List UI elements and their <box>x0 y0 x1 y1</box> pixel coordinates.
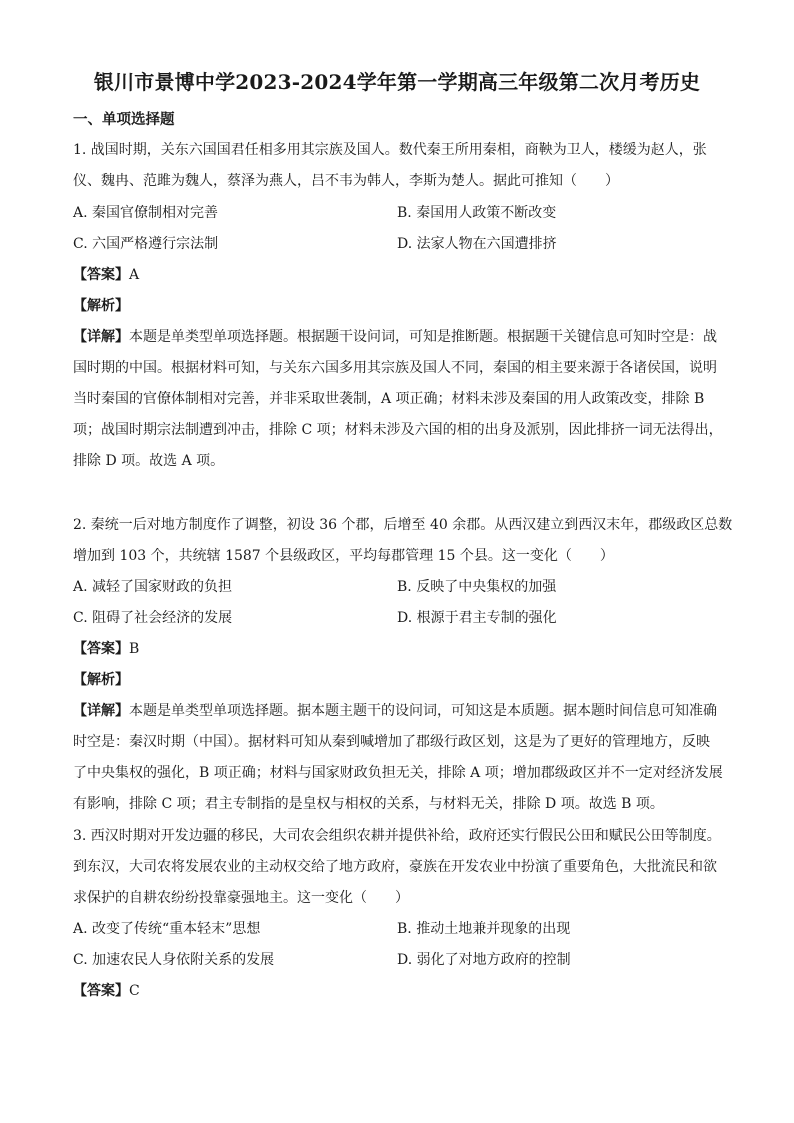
analysis-label: 【解析】 <box>73 672 129 688</box>
q2-detail-line: 时空是：秦汉时期（中国）。据材料可知从秦到喊增加了郡级行政区划，这是为了更好的管理地方，反映 <box>73 734 710 750</box>
q1-stem-line: 仪、魏冉、范雎为魏人，蔡泽为燕人，吕不韦为韩人，李斯为楚人。据此可推知（ ） <box>73 173 619 189</box>
q2-detail-line: 了中央集权的强化，B 项正确；材料与国家财政负担无关，排除 A 项；增加郡级政区并不一定对经济发展 <box>73 765 723 781</box>
q1-stem-line: 1. 战国时期，关东六国国君任相多用其宗族及国人。数代秦王所用秦相，商鞅为卫人，楼缓为赵人，张 <box>73 142 707 158</box>
q3-option-a: A. 改变了传统“重本轻末”思想 <box>73 921 261 937</box>
q2-detail-text: 本题是单类型单项选择题。据本题主题干的设问词，可知这是本质题。据本题时间信息可知准确 <box>129 703 717 719</box>
q2-analysis-label <box>73 670 129 690</box>
q2-option-b: B. 反映了中央集权的加强 <box>397 579 557 595</box>
q1-option-c: C. 六国严格遵行宗法制 <box>73 236 219 252</box>
detail-label: 【详解】 <box>73 329 129 345</box>
q3-option-b: B. 推动土地兼并现象的出现 <box>397 921 571 937</box>
q3-option-d: D. 弱化了对地方政府的控制 <box>397 952 571 968</box>
q1-option-a: A. 秦国官僚制相对完善 <box>73 205 219 221</box>
q3-stem-line: 3. 西汉时期对开发边疆的移民，大司农会组织农耕并提供补给，政府还实行假民公田和赋民公田等制度。 <box>73 828 721 844</box>
q2-answer <box>73 639 139 659</box>
q2-option-c: C. 阻碍了社会经济的发展 <box>73 610 233 626</box>
q2-stem-line: 增加到 103 个，共统辖 1587 个县级政区，平均每郡管理 15 个县。这一变化（ ） <box>73 548 614 564</box>
q1-detail-line: 排除 D 项。故选 A 项。 <box>73 453 225 469</box>
q2-option-a: A. 减轻了国家财政的负担 <box>73 579 233 595</box>
answer-value: B <box>129 641 140 657</box>
q3-stem-line: 到东汉，大司农将发展农业的主动权交给了地方政府，豪族在开发农业中扮演了重要角色，大批流民和欲 <box>73 859 717 875</box>
document-title: 银川市景博中学2023-2024学年第一学期高三年级第二次月考历史 <box>93 70 701 94</box>
detail-label: 【详解】 <box>73 703 129 719</box>
q1-option-d: D. 法家人物在六国遭排挤 <box>397 236 557 252</box>
analysis-label: 【解析】 <box>73 298 129 314</box>
q2-option-d: D. 根源于君主专制的强化 <box>397 610 557 626</box>
answer-label: 【答案】 <box>73 641 129 657</box>
q1-detail-line: 项；战国时期宗法制遭到冲击，排除 C 项；材料未涉及六国的相的出身及派别，因此排挤一词无法得出， <box>73 422 723 438</box>
q2-detail-line <box>73 701 717 721</box>
answer-label: 【答案】 <box>73 267 129 283</box>
q1-detail-line: 当时秦国的官僚体制相对完善，并非采取世袭制，A 项正确；材料未涉及秦国的用人政策改变，排除 B <box>73 391 705 407</box>
q1-analysis-label <box>73 296 129 316</box>
q1-answer <box>73 265 139 285</box>
q2-detail-line: 有影响，排除 C 项；君主专制指的是皇权与相权的关系，与材料无关，排除 D 项。故选 B 项。 <box>73 796 664 812</box>
answer-value: A <box>129 267 140 283</box>
q3-stem-line: 求保护的自耕农纷纷投靠豪强地主。这一变化（ ） <box>73 890 409 906</box>
answer-value: C <box>129 983 140 999</box>
answer-label: 【答案】 <box>73 983 129 999</box>
q3-option-c: C. 加速农民人身依附关系的发展 <box>73 952 275 968</box>
q1-option-b: B. 秦国用人政策不断改变 <box>397 205 557 221</box>
q1-detail-line <box>73 327 717 347</box>
q3-answer <box>73 981 140 1001</box>
q1-detail-line: 国时期的中国。根据材料可知，与关东六国多用其宗族及国人不同，秦国的相主要来源于各诸侯国，说明 <box>73 360 717 376</box>
q1-detail-text: 本题是单类型单项选择题。根据题干设问词，可知是推断题。根据题干关键信息可知时空是：战 <box>129 329 717 345</box>
q2-stem-line: 2. 秦统一后对地方制度作了调整，初设 36 个郡，后增至 40 余郡。从西汉建立到西汉末年，郡级政区总数 <box>73 517 733 533</box>
section-heading: 一、单项选择题 <box>73 111 175 128</box>
